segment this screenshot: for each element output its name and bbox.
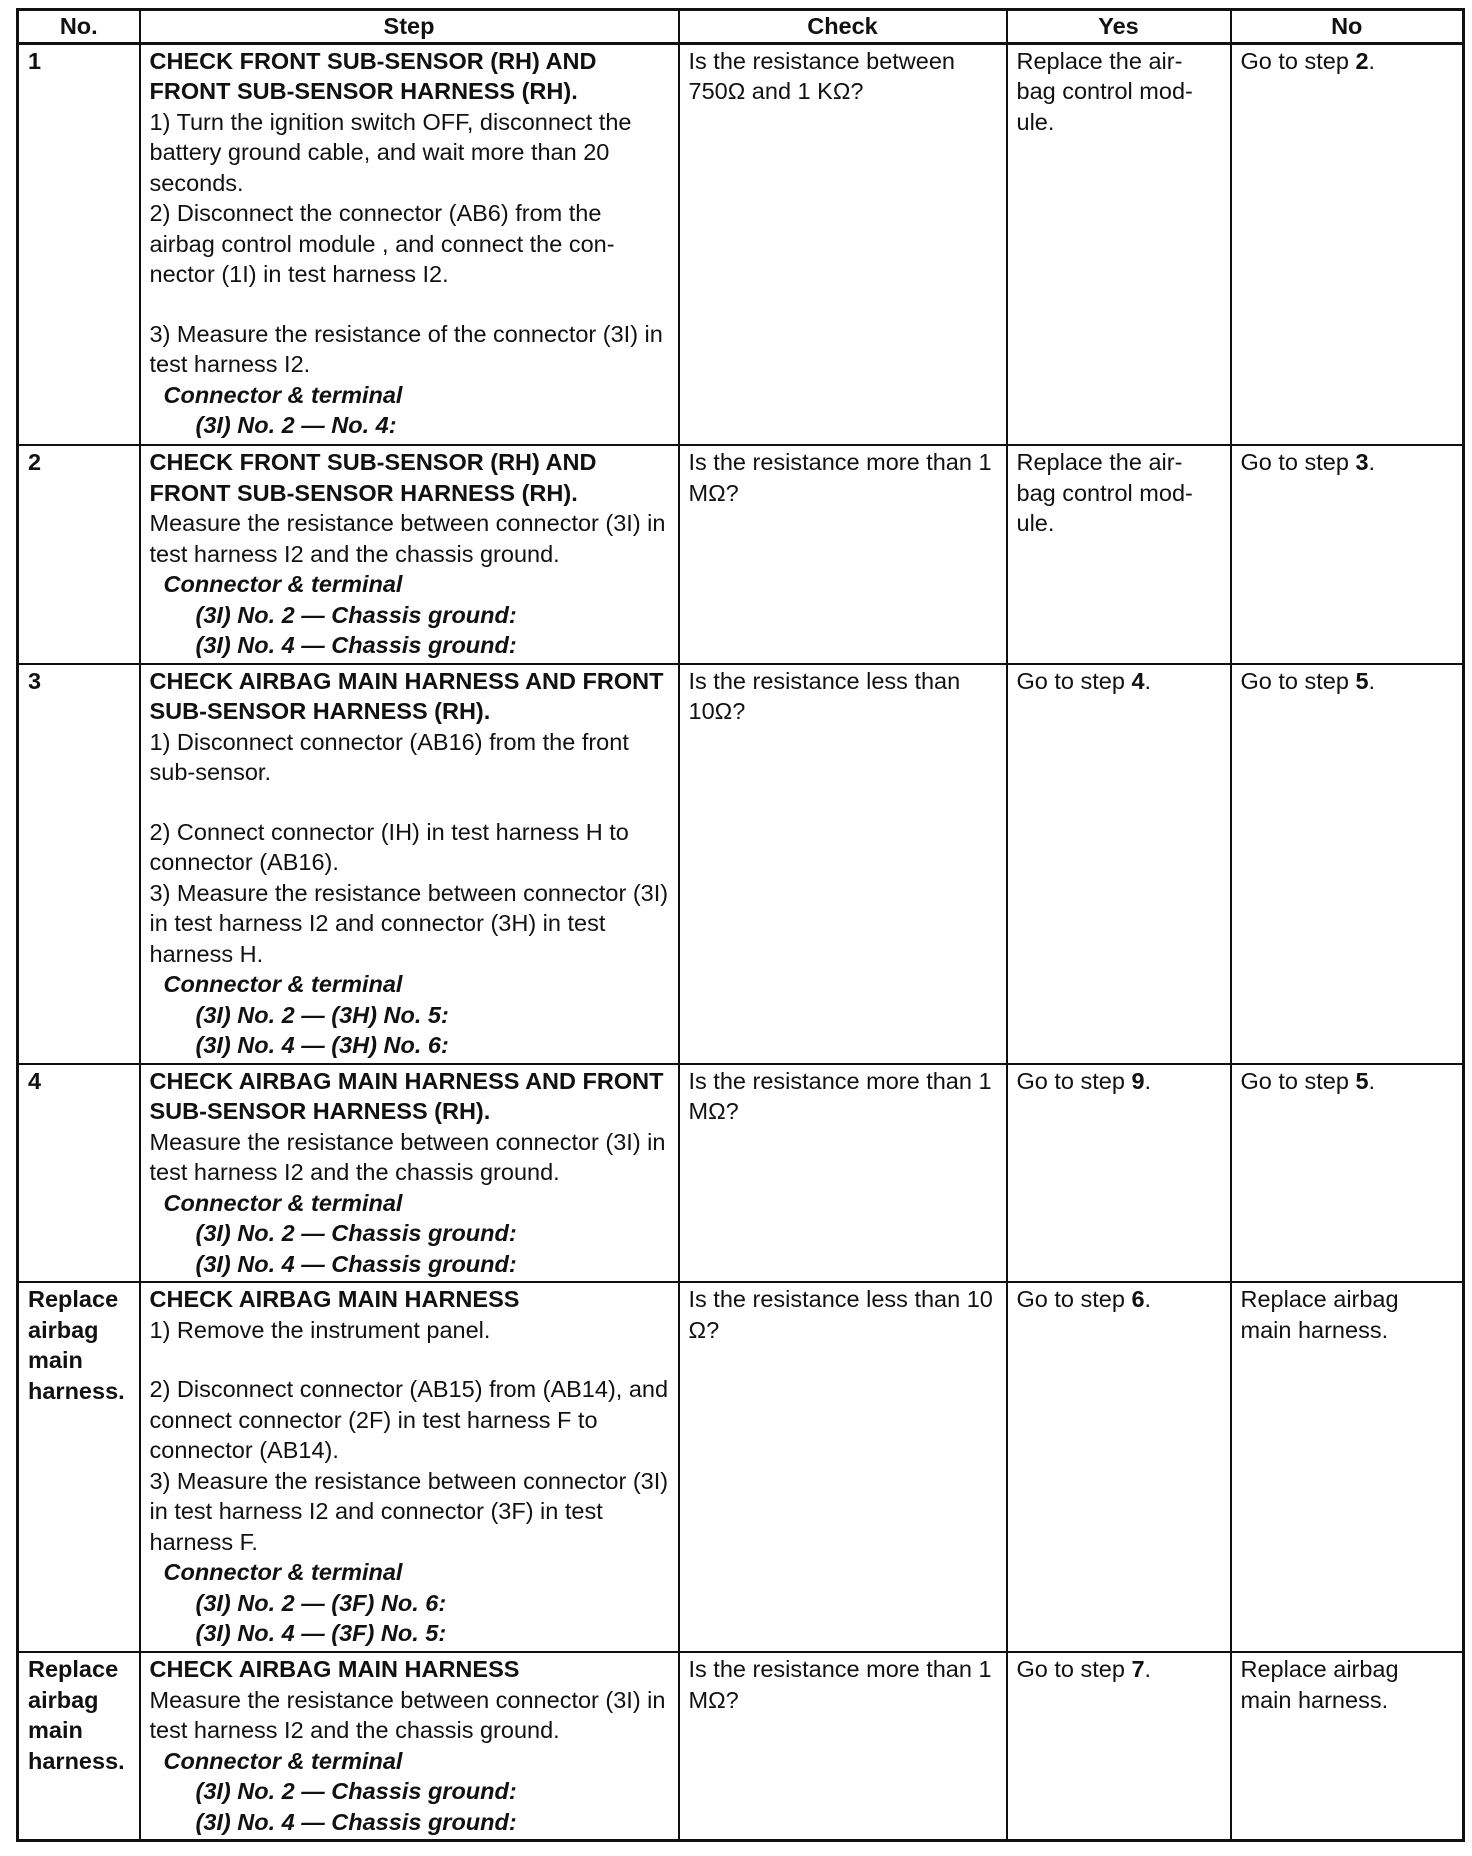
step-instruction: 2) Disconnect the connector (AB6) from the airbag control module , and connect the con-nector (1I) in test harness I2. [149, 200, 615, 287]
step-spacer [150, 1345, 669, 1374]
yes-cell [1007, 1064, 1231, 1283]
step-instruction: 1) Remove the instrument panel. [149, 1316, 491, 1343]
table-row [18, 43, 1464, 445]
terminal-spec: (3I) No. 2 — Chassis ground: [195, 1220, 517, 1246]
row-number: 2 [18, 445, 140, 664]
check-cell: Is the resistance more than 1 MΩ? [679, 445, 1007, 664]
goto-suffix: . [1144, 1286, 1152, 1312]
no-cell [1231, 664, 1464, 1064]
connector-terminal-label: Connector & terminal [163, 1189, 403, 1216]
goto-suffix: . [1368, 1067, 1376, 1094]
step-title: CHECK AIRBAG MAIN HARNESS AND FRONT SUB-SENSOR HARNESS (RH). [149, 1067, 664, 1124]
goto-step-number: 4 [1131, 667, 1145, 694]
connector-terminal-label: Connector & terminal [163, 971, 403, 997]
step-instruction: 2) Disconnect connector (AB15) from (AB14), and connect connector (2F) in test harness F to connector (AB14). [149, 1376, 675, 1463]
no-cell [1231, 1064, 1464, 1283]
goto-text: Go to step [1016, 1656, 1132, 1682]
yes-cell [1007, 664, 1231, 1064]
goto-text: Go to step [1240, 47, 1356, 74]
goto-step-number: 3 [1355, 449, 1369, 475]
yes-cell: Replace the air-bag control mod-ule. [1007, 43, 1231, 445]
table-row [18, 664, 1464, 1064]
step-instruction: Measure the resistance between connector (3I) in test harness I2 and the chassis ground. [149, 510, 672, 567]
goto-text: Go to step [1240, 1067, 1356, 1094]
step-instruction: 3) Measure the resistance between connector (3I) in test harness I2 and connector (3H) in test harness H. [149, 879, 675, 967]
goto-step-number: 5 [1355, 1067, 1369, 1094]
header-no-result: No [1231, 10, 1464, 44]
goto-suffix: . [1368, 449, 1376, 475]
connector-terminal-label: Connector & terminal [163, 1747, 403, 1774]
no-cell [1231, 43, 1464, 445]
goto-step-number: 7 [1131, 1656, 1145, 1682]
row-number: Replace airbag main harness. [18, 1652, 140, 1841]
header-no: No. [18, 10, 140, 44]
row-number: Replace airbag main harness. [18, 1282, 140, 1652]
step-title: CHECK FRONT SUB-SENSOR (RH) AND FRONT SUB-SENSOR HARNESS (RH). [149, 47, 597, 104]
terminal-spec: (3I) No. 4 — (3H) No. 6: [195, 1032, 449, 1058]
step-cell [140, 1064, 679, 1283]
terminal-spec: (3I) No. 2 — Chassis ground: [195, 1778, 517, 1804]
header-yes: Yes [1007, 10, 1231, 44]
diagnostic-table [16, 8, 1465, 1842]
step-title: CHECK AIRBAG MAIN HARNESS [149, 1286, 520, 1312]
table-row [18, 1064, 1464, 1283]
step-cell [140, 43, 679, 445]
step-cell [140, 445, 679, 664]
yes-cell [1007, 1282, 1231, 1652]
goto-step-number: 6 [1131, 1286, 1145, 1312]
yes-cell [1007, 1652, 1231, 1841]
goto-step-number: 2 [1355, 47, 1369, 74]
check-cell: Is the resistance more than 1 MΩ? [679, 1064, 1007, 1283]
step-title: CHECK AIRBAG MAIN HARNESS AND FRONT SUB-SENSOR HARNESS (RH). [149, 667, 664, 724]
step-instruction: Measure the resistance between connector (3I) in test harness I2 and the chassis ground. [149, 1128, 672, 1185]
connector-terminal-label: Connector & terminal [163, 381, 403, 408]
no-cell: Replace airbag main harness. [1231, 1652, 1464, 1841]
terminal-spec: (3I) No. 4 — Chassis ground: [195, 1250, 517, 1277]
step-title: CHECK AIRBAG MAIN HARNESS [149, 1656, 520, 1682]
terminal-spec: (3I) No. 2 — (3H) No. 5: [195, 1001, 449, 1028]
check-cell: Is the resistance less than 10Ω? [679, 664, 1007, 1064]
goto-step-number: 9 [1131, 1067, 1145, 1094]
terminal-spec: (3I) No. 4 — Chassis ground: [195, 632, 517, 658]
goto-suffix: . [1144, 667, 1152, 694]
table-row [18, 1282, 1464, 1652]
row-number: 4 [18, 1064, 140, 1283]
terminal-spec: (3I) No. 2 — Chassis ground: [195, 601, 517, 628]
terminal-spec: (3I) No. 4 — Chassis ground: [195, 1808, 517, 1835]
goto-step-number: 5 [1355, 667, 1369, 694]
header-check: Check [679, 10, 1007, 44]
connector-terminal-label: Connector & terminal [163, 571, 403, 597]
goto-text: Go to step [1016, 1067, 1132, 1094]
goto-suffix: . [1368, 47, 1376, 74]
step-title: CHECK FRONT SUB-SENSOR (RH) AND FRONT SUB-SENSOR HARNESS (RH). [149, 449, 597, 506]
step-cell [140, 1652, 679, 1841]
goto-suffix: . [1144, 1067, 1152, 1094]
goto-text: Go to step [1016, 667, 1132, 694]
step-instruction: 1) Disconnect connector (AB16) from the front sub-sensor. [149, 728, 636, 785]
terminal-spec: (3I) No. 2 — (3F) No. 6: [195, 1589, 447, 1616]
table-row [18, 1652, 1464, 1841]
no-cell: Replace airbag main harness. [1231, 1282, 1464, 1652]
header-step: Step [140, 10, 679, 44]
step-instruction: 3) Measure the resistance between connector (3I) in test harness I2 and connector (3F) in test harness F. [149, 1467, 675, 1555]
goto-suffix: . [1368, 667, 1376, 694]
step-spacer [150, 788, 669, 817]
header-row [18, 10, 1464, 44]
step-instruction: 3) Measure the resistance of the connector (3I) in test harness I2. [149, 320, 670, 377]
step-spacer [150, 290, 669, 319]
step-cell [140, 664, 679, 1064]
terminal-spec: (3I) No. 2 — No. 4: [195, 412, 397, 438]
row-number: 3 [18, 664, 140, 1064]
table-row [18, 445, 1464, 664]
step-cell [140, 1282, 679, 1652]
step-instruction: 2) Connect connector (IH) in test harness H to connector (AB16). [149, 818, 636, 875]
step-instruction: 1) Turn the ignition switch OFF, disconnect the battery ground cable, and wait more than 20 seconds. [149, 108, 639, 196]
connector-terminal-label: Connector & terminal [163, 1559, 403, 1585]
check-cell: Is the resistance more than 1 MΩ? [679, 1652, 1007, 1841]
terminal-spec: (3I) No. 4 — (3F) No. 5: [195, 1620, 447, 1646]
check-cell: Is the resistance between 750Ω and 1 KΩ? [679, 43, 1007, 445]
row-number: 1 [18, 43, 140, 445]
goto-text: Go to step [1240, 449, 1356, 475]
page [16, 8, 1462, 1842]
goto-text: Go to step [1016, 1286, 1132, 1312]
no-cell [1231, 445, 1464, 664]
step-instruction: Measure the resistance between connector (3I) in test harness I2 and the chassis ground. [149, 1686, 672, 1743]
check-cell: Is the resistance less than 10 Ω? [679, 1282, 1007, 1652]
goto-suffix: . [1144, 1656, 1152, 1682]
yes-cell: Replace the air-bag control mod-ule. [1007, 445, 1231, 664]
goto-text: Go to step [1240, 667, 1356, 694]
